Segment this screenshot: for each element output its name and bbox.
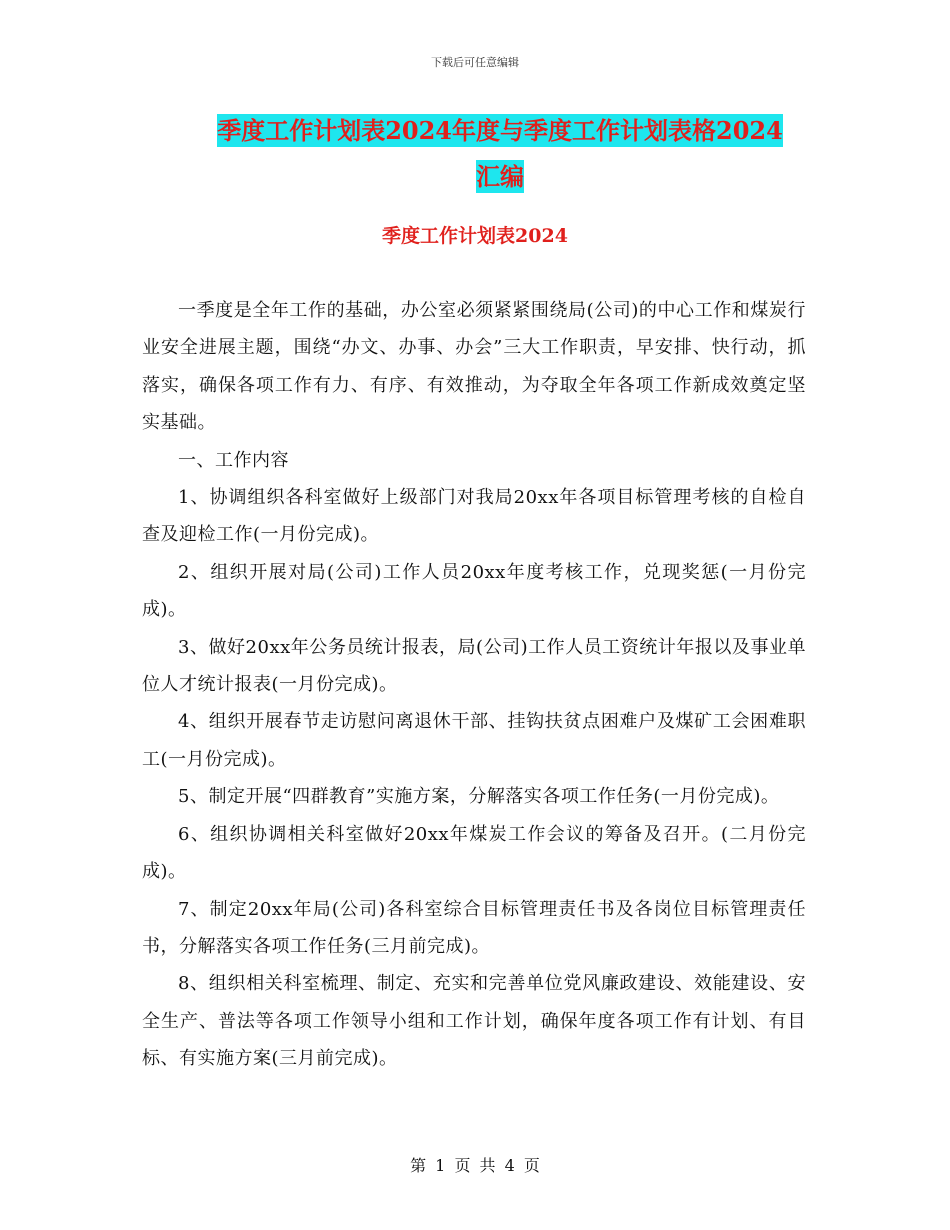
paragraph-intro: 一季度是全年工作的基础，办公室必须紧紧围绕局(公司)的中心工作和煤炭行业安全进展主题，围绕“办文、办事、办会”三大工作职责，早安排、快行动，抓落实，确保各项工作有力、有序、有效推动，为夺取全年各项工作新成效奠定坚实基础。 — [142, 300, 806, 434]
page-header-note: 下载后可任意编辑 — [431, 56, 519, 69]
document-title-line1: 季度工作计划表2024年度与季度工作计划表格2024 — [217, 116, 783, 145]
document-body — [142, 292, 806, 1078]
section-title: 季度工作计划表2024 — [382, 225, 568, 247]
paragraph-item-6: 6、组织协调相关科室做好20xx年煤炭工作会议的筹备及召开。(二月份完成)。 — [142, 823, 806, 883]
paragraph-item-4: 4、组织开展春节走访慰问离退休干部、挂钩扶贫点困难户及煤矿工会困难职工(一月份完成)。 — [142, 711, 806, 770]
paragraph-item-1: 1、协调组织各科室做好上级部门对我局20xx年各项目标管理考核的自检自查及迎检工作(一月份完成)。 — [142, 487, 806, 546]
document-title-line2: 汇编 — [476, 162, 524, 191]
paragraph-item-5: 5、制定开展“四群教育”实施方案，分解落实各项工作任务(一月份完成)。 — [178, 786, 780, 808]
paragraph-heading-work-content: 一、工作内容 — [178, 449, 289, 471]
paragraph-item-2: 2、组织开展对局(公司)工作人员20xx年度考核工作，兑现奖惩(一月份完成)。 — [142, 561, 806, 621]
paragraph-item-8: 8、组织相关科室梳理、制定、充实和完善单位党风廉政建设、效能建设、安全生产、普法等各项工作领导小组和工作计划，确保年度各项工作有计划、有目标、有实施方案(三月前完成)。 — [142, 973, 806, 1070]
page-footer: 第 1 页 共 4 页 — [410, 1156, 540, 1175]
document-title — [150, 108, 850, 200]
paragraph-item-7: 7、制定20xx年局(公司)各科室综合目标管理责任书及各岗位目标管理责任书，分解落实各项工作任务(三月前完成)。 — [142, 898, 806, 957]
paragraph-item-3: 3、做好20xx年公务员统计报表，局(公司)工作人员工资统计年报以及事业单位人才统计报表(一月份完成)。 — [142, 636, 806, 696]
